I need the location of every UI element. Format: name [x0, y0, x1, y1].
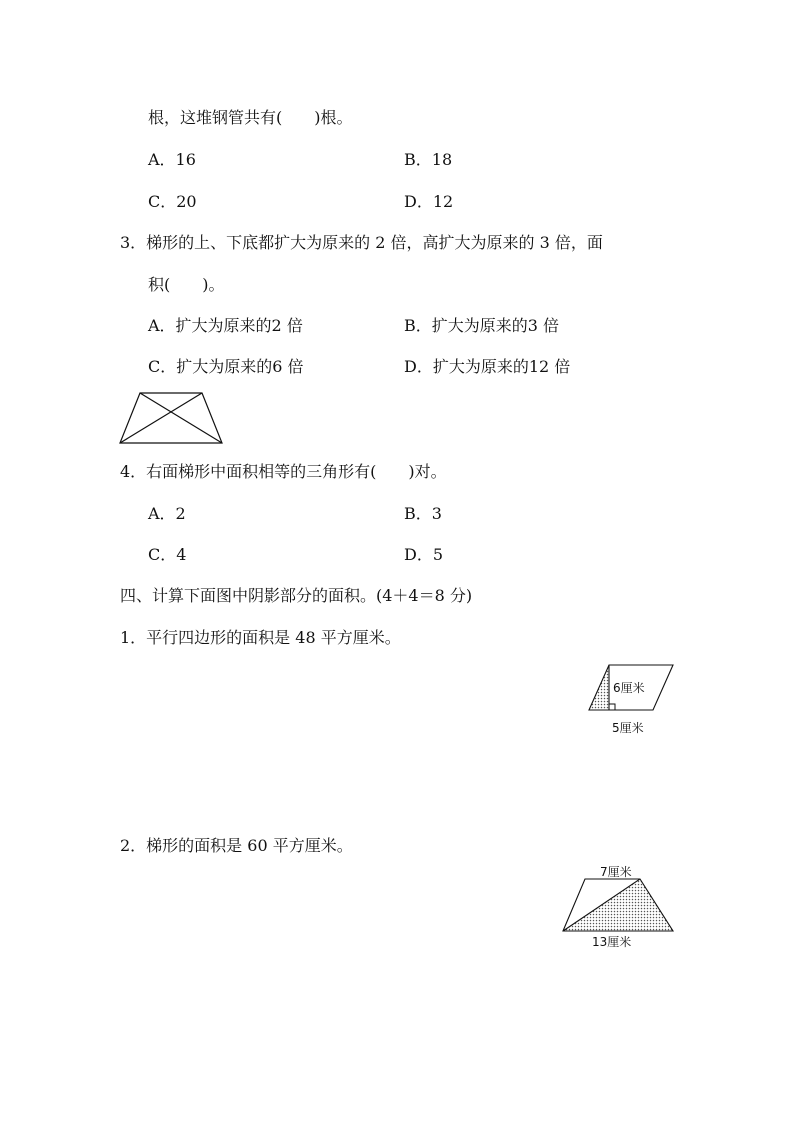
q3-text-line2: 积( )。: [148, 275, 225, 294]
height-label: 6厘米: [613, 681, 645, 695]
q4-option-a[interactable]: A．2: [148, 504, 186, 523]
parallelogram-figure: [582, 658, 678, 740]
q2-option-c[interactable]: C．20: [148, 192, 197, 211]
q4-text: 4．右面梯形中面积相等的三角形有( )对。: [120, 462, 447, 481]
q2-option-b[interactable]: B．18: [404, 150, 453, 169]
trapezoid-diagonal-1: [140, 393, 222, 443]
q3-option-d[interactable]: D．扩大为原来的12 倍: [404, 357, 571, 376]
q4-option-b[interactable]: B．3: [404, 504, 442, 523]
problem2-text: 2．梯形的面积是 60 平方厘米。: [120, 836, 353, 855]
section4-heading: 四、计算下面图中阴影部分的面积。(4＋4＝8 分): [120, 586, 473, 605]
q4-trapezoid-figure: [116, 390, 228, 448]
q2-option-a[interactable]: A．16: [148, 150, 196, 169]
q2-continuation: 根，这堆钢管共有( )根。: [148, 108, 353, 127]
q3-option-b[interactable]: B．扩大为原来的3 倍: [404, 316, 560, 335]
q3-text-line1: 3．梯形的上、下底都扩大为原来的 2 倍，高扩大为原来的 3 倍，面: [120, 233, 603, 252]
bottom-base-label: 13厘米: [592, 935, 632, 949]
trapezoid-shaded-figure: [556, 862, 678, 952]
base-label: 5厘米: [612, 721, 644, 735]
q3-option-c[interactable]: C．扩大为原来的6 倍: [148, 357, 304, 376]
q2-option-d[interactable]: D．12: [404, 192, 454, 211]
q4-option-d[interactable]: D．5: [404, 545, 444, 564]
problem1-text: 1．平行四边形的面积是 48 平方厘米。: [120, 628, 401, 647]
q4-option-c[interactable]: C．4: [148, 545, 187, 564]
top-base-label: 7厘米: [600, 865, 632, 879]
right-angle-mark: [609, 704, 615, 710]
q3-option-a[interactable]: A．扩大为原来的2 倍: [148, 316, 303, 335]
trapezoid-outline: [120, 393, 222, 443]
trapezoid-diagonal-2: [120, 393, 202, 443]
